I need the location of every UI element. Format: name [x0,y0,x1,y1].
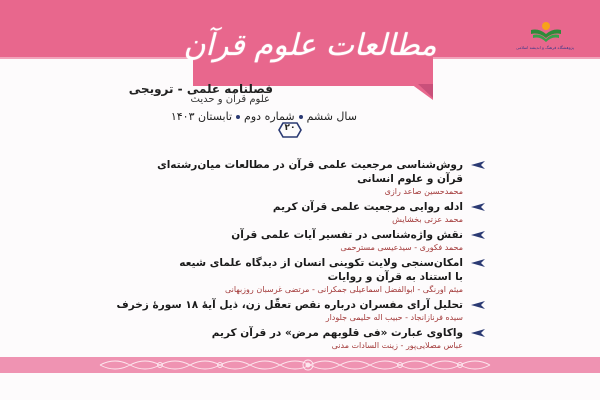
bullet-icon [236,115,240,119]
arrow-icon [471,301,485,309]
article-authors: میثم اورنگی - ابوالفضل اسماعیلی جمکرانی - مرتضی غرسبان روزبهانی [224,285,463,294]
toc-entry [100,158,485,198]
journal-type: فصلنامه علمی - ترویجی [128,82,273,96]
article-authors: محمد عزتی بخشایش [392,215,463,224]
arrow-icon [471,203,485,211]
article-title: روش‌شناسی مرجعیت علمی قرآن در مطالعات میان‌رشته‌ای [157,159,463,171]
book-icon [529,22,563,42]
season-label: تابستان ۱۴۰۳ [170,110,233,123]
publisher-logo [515,22,575,62]
article-authors: محمدحسین صاعد رازی [384,187,463,196]
issue-number: ۲۰ [284,123,296,133]
journal-title: مطالعات علوم قرآن [183,28,437,63]
table-of-contents [100,158,485,354]
issue-info [171,110,357,123]
article-authors: سیده فرنازانجاد - حبیب اله حلیمی جلودار [325,313,463,322]
publisher-caption: پژوهشگاه فرهنگ و اندیشه اسلامی [516,45,574,50]
volume-label: سال ششم [306,110,357,123]
article-title-cont: قرآن و علوم انسانی [357,173,463,185]
article-title: نقش واژه‌شناسی در تفسیر آیات علمی قرآن [231,229,463,241]
toc-entry [100,200,485,226]
number-label: شماره دوم [244,110,295,123]
article-title: واکاوی عبارت «فی قلوبهم مرض» در قرآن کریم [211,327,463,339]
floral-pattern-icon [0,357,600,373]
journal-field: علوم قرآن و حدیث [190,94,270,105]
arrow-icon [471,231,485,239]
article-authors: عباس مصلایی‌پور - زینت السادات مدنی [331,341,463,350]
arrow-icon [471,329,485,337]
article-title: ادله روایی مرجعیت علمی قرآن کریم [272,201,463,213]
bullet-icon [299,115,303,119]
toc-entry [100,228,485,254]
floral-ornament-band [0,357,600,373]
issue-number-badge [278,122,302,138]
toc-entry [100,298,485,324]
toc-entry [100,326,485,352]
article-title-cont: با استناد به قرآن و روایات [327,271,463,283]
article-title: امکان‌سنجی ولایت تکوینی انسان از دیدگاه علمای شیعه [179,257,463,269]
arrow-icon [471,259,485,267]
arrow-icon [471,161,485,169]
toc-entry [100,256,485,296]
article-title: تحلیل آرای مفسران درباره نقص تعقّل زن، ذیل آیهٔ ۱۸ سورهٔ زخرف [116,299,463,311]
article-authors: محمد فکوری - سیدعیسی مسترحمی [340,243,463,252]
